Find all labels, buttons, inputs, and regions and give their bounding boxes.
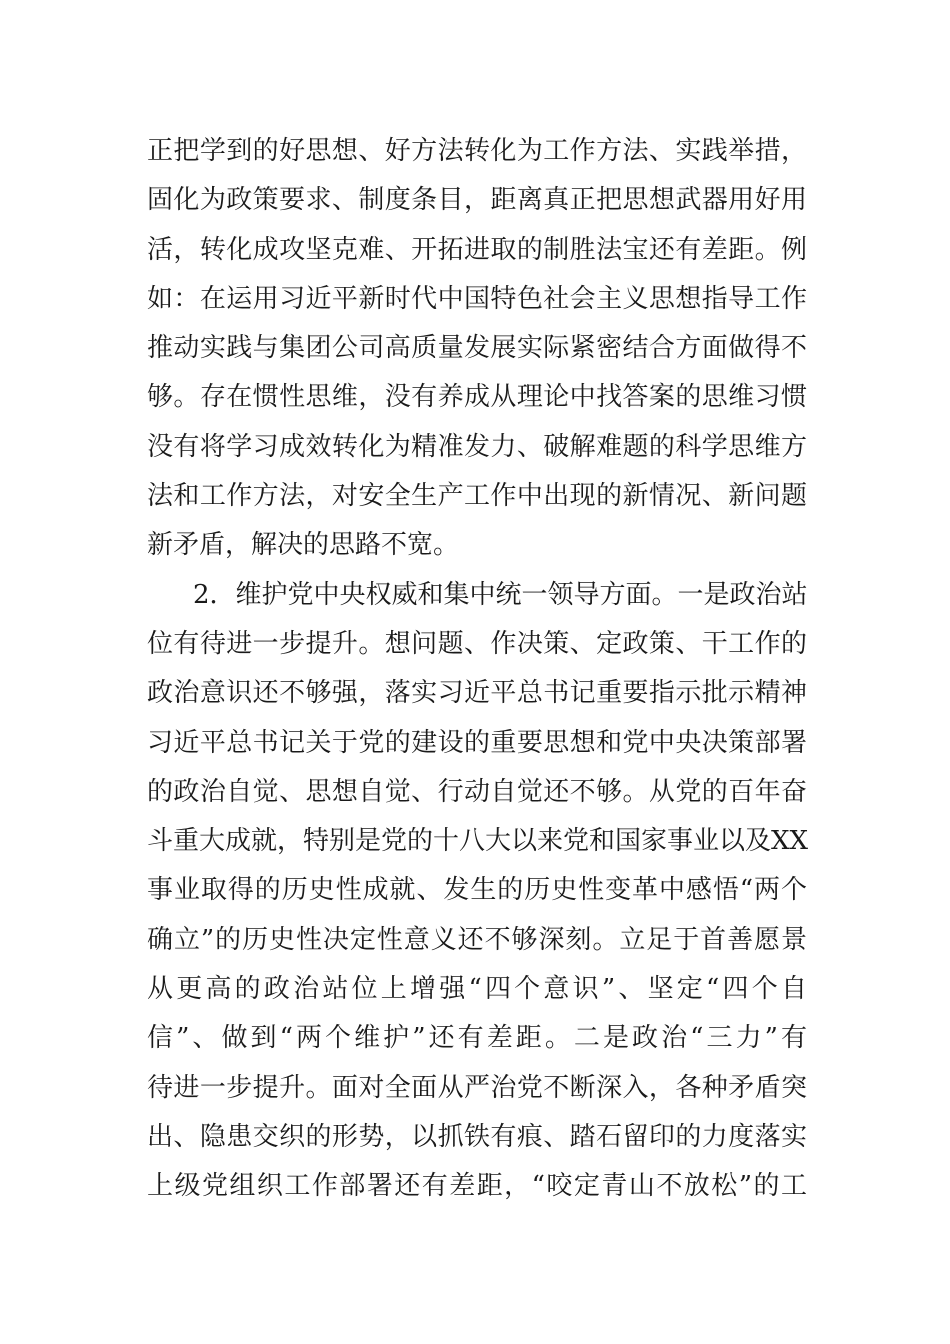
text-line: 待进一步提升。面对全面从严治党不断深入，各种矛盾突 xyxy=(147,1072,807,1103)
text-line: 出、隐患交织的形势，以抓铁有痕、踏石留印的力度落实 xyxy=(147,1121,807,1152)
section-heading-line: 2．维护党中央权威和集中统一领导方面。一是政治站 xyxy=(193,579,808,610)
text-line: 位有待进一步提升。想问题、作决策、定政策、干工作的 xyxy=(147,628,807,659)
text-line: 新矛盾，解决的思路不宽。 xyxy=(147,530,460,561)
text-line: 上级党组织工作部署还有差距，“咬定青山不放松”的工 xyxy=(147,1171,807,1202)
body-text xyxy=(147,127,807,1212)
text-line: 信”、做到“两个维护”还有差距。二是政治“三力”有 xyxy=(147,1023,807,1054)
text-line: 斗重大成就，特别是党的十八大以来党和国家事业以及XX xyxy=(147,826,809,857)
text-line: 活，转化成攻坚克难、开拓进取的制胜法宝还有差距。例 xyxy=(147,234,807,265)
text-line: 没有将学习成效转化为精准发力、破解难题的科学思维方 xyxy=(147,431,807,462)
text-line: 确立”的历史性决定性意义还不够深刻。立足于首善愿景 xyxy=(147,924,807,955)
text-line: 推动实践与集团公司高质量发展实际紧密结合方面做得不 xyxy=(147,333,807,364)
text-line: 正把学到的好思想、好方法转化为工作方法、实践举措， xyxy=(147,136,807,166)
text-line: 政治意识还不够强，落实习近平总书记重要指示批示精神 xyxy=(147,678,807,709)
text-line: 从更高的政治站位上增强“四个意识”、坚定“四个自 xyxy=(147,974,807,1005)
text-line: 法和工作方法，对安全生产工作中出现的新情况、新问题 xyxy=(147,481,807,512)
text-line: 的政治自觉、思想自觉、行动自觉还不够。从党的百年奋 xyxy=(147,776,807,807)
text-line: 事业取得的历史性成就、发生的历史性变革中感悟“两个 xyxy=(147,875,807,906)
text-line: 固化为政策要求、制度条目，距离真正把思想武器用好用 xyxy=(147,185,807,216)
text-line: 如：在运用习近平新时代中国特色社会主义思想指导工作 xyxy=(147,283,807,314)
text-line: 习近平总书记关于党的建设的重要思想和党中央决策部署 xyxy=(147,727,807,758)
text-line: 够。存在惯性思维，没有养成从理论中找答案的思维习惯 xyxy=(147,382,807,413)
